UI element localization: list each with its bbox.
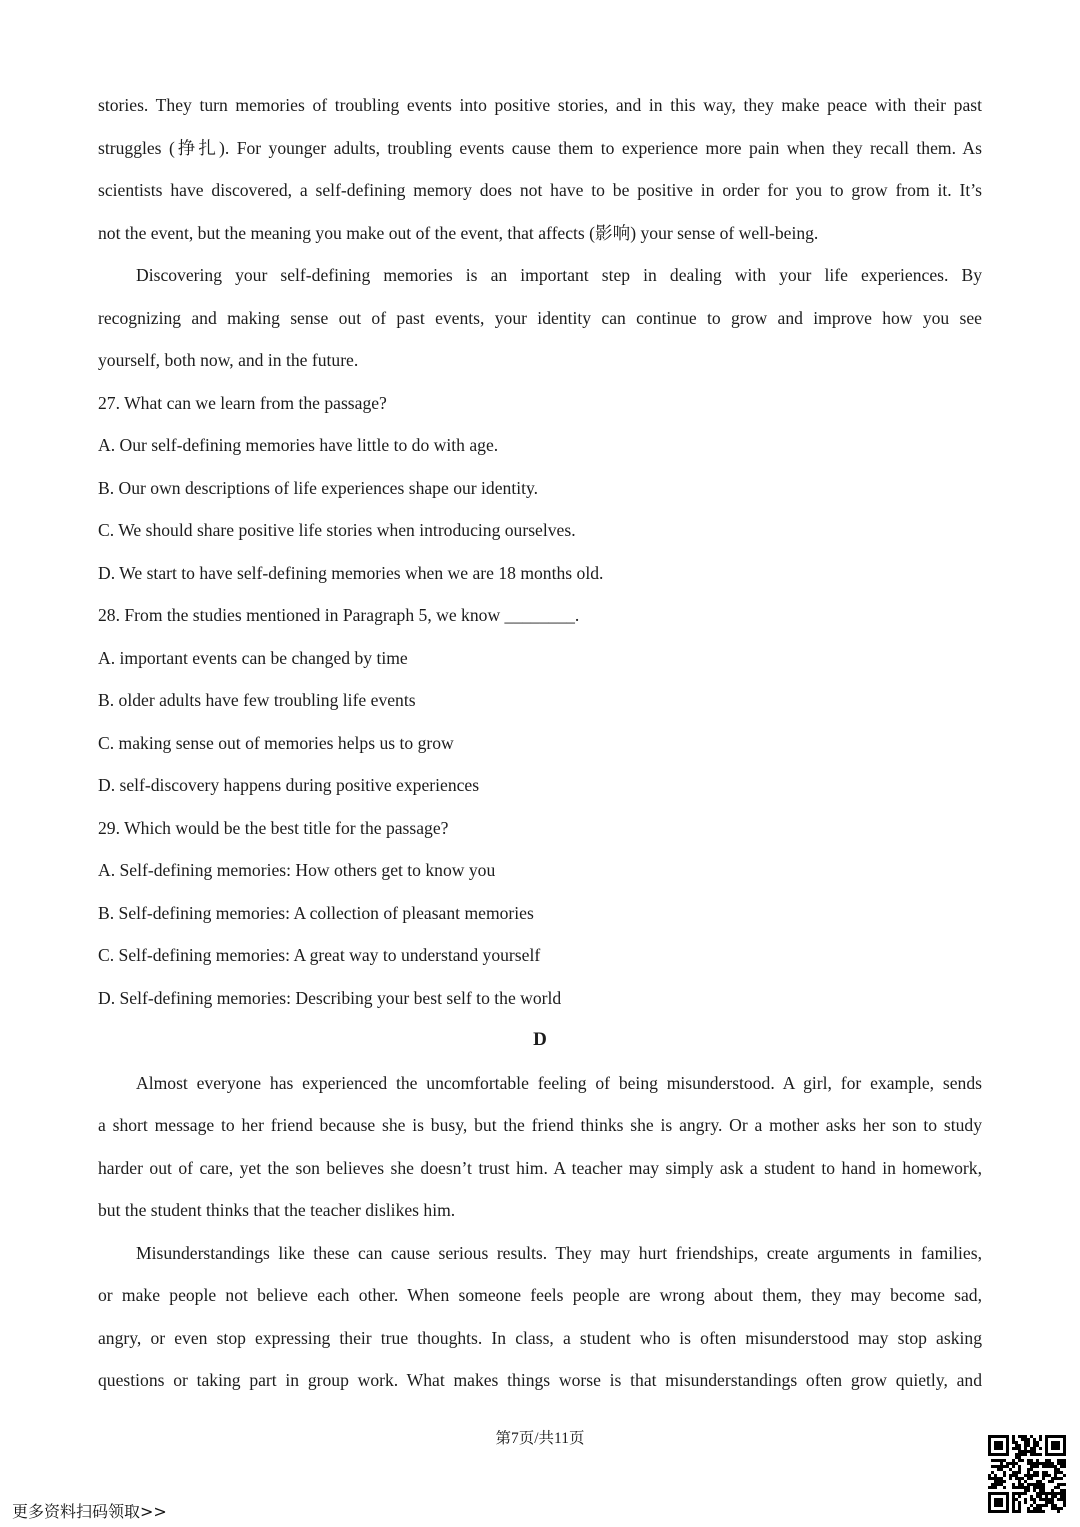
paragraph-line: Misunderstandings like these can cause serious results. They may hurt friendships, create arguments in families, bbox=[136, 1242, 982, 1263]
question-stem: 29. Which would be the best title for the passage? bbox=[98, 817, 449, 838]
passage-c bbox=[98, 84, 982, 382]
paragraph-line: or make people not believe each other. When someone feels people are wrong about them, they may become sad, bbox=[98, 1285, 982, 1305]
question-option: A. Self-defining memories: How others get to know you bbox=[98, 860, 496, 880]
question-option: A. important events can be changed by time bbox=[98, 647, 408, 668]
paragraph-line: recognizing and making sense out of past events, your identity can continue to grow and improve how you see bbox=[98, 307, 982, 328]
paragraph-line: not the event, but the meaning you make out of the event, that affects (影响) your sense of well-being. bbox=[98, 222, 819, 243]
question-option: B. older adults have few troubling life events bbox=[98, 690, 416, 710]
page-number: 第7页/共11页 bbox=[495, 1430, 585, 1447]
question-29 bbox=[98, 807, 982, 1020]
question-option: D. self-discovery happens during positive experiences bbox=[98, 775, 480, 795]
question-option: A. Our self-defining memories have little to do with age. bbox=[98, 435, 499, 455]
paragraph-line: yourself, both now, and in the future. bbox=[98, 350, 359, 370]
question-option: B. Our own descriptions of life experiences shape our identity. bbox=[98, 477, 539, 498]
question-option: C. We should share positive life stories when introducing ourselves. bbox=[98, 520, 576, 540]
paragraph-line: angry, or even stop expressing their true thoughts. In class, a student who is often misunderstood may stop asking bbox=[98, 1327, 982, 1348]
paragraph-line: Discovering your self-defining memories is an important step in dealing with your life experiences. By bbox=[136, 265, 982, 285]
paragraph-line: a short message to her friend because she is busy, but the friend thinks she is angry. Or a mother asks her son to study bbox=[98, 1115, 982, 1135]
paragraph-line: Almost everyone has experienced the uncomfortable feeling of being misunderstood. A girl, for example, sends bbox=[136, 1072, 982, 1093]
passage-d bbox=[98, 1062, 982, 1402]
question-option: D. Self-defining memories: Describing your best self to the world bbox=[98, 987, 562, 1008]
question-stem: 28. From the studies mentioned in Paragraph 5, we know ________. bbox=[98, 605, 580, 625]
question-option: B. Self-defining memories: A collection of pleasant memories bbox=[98, 902, 534, 923]
question-option: C. Self-defining memories: A great way to understand yourself bbox=[98, 945, 541, 965]
question-option: D. We start to have self-defining memories when we are 18 months old. bbox=[98, 562, 604, 583]
qr-code-icon[interactable] bbox=[988, 1435, 1066, 1513]
exam-page bbox=[98, 84, 982, 1402]
paragraph-line: questions or taking part in group work. What makes things worse is that misunderstandings often grow quietly, and bbox=[98, 1370, 982, 1390]
paragraph-line: harder out of care, yet the son believes she doesn’t trust him. A teacher may simply ask a student to hand in homework, bbox=[98, 1157, 982, 1178]
qr-code-graphic bbox=[988, 1435, 1066, 1513]
section-title: D bbox=[533, 1029, 547, 1050]
question-stem: 27. What can we learn from the passage? bbox=[98, 392, 387, 413]
paragraph-line: but the student thinks that the teacher dislikes him. bbox=[98, 1200, 456, 1220]
paragraph-line: stories. They turn memories of troubling events into positive stories, and in this way, they make peace with their past bbox=[98, 95, 982, 115]
question-27 bbox=[98, 382, 982, 595]
question-28 bbox=[98, 594, 982, 807]
paragraph-line: scientists have discovered, a self-defining memory does not have to be positive in order for you to grow from it. It’s bbox=[98, 180, 982, 200]
more-resources-link[interactable]: 更多资料扫码领取>> bbox=[12, 1502, 167, 1521]
paragraph-line: struggles (挣扎). For younger adults, troubling events cause them to experience more pain when they recall them. As bbox=[98, 137, 982, 158]
question-option: C. making sense out of memories helps us to grow bbox=[98, 732, 454, 753]
